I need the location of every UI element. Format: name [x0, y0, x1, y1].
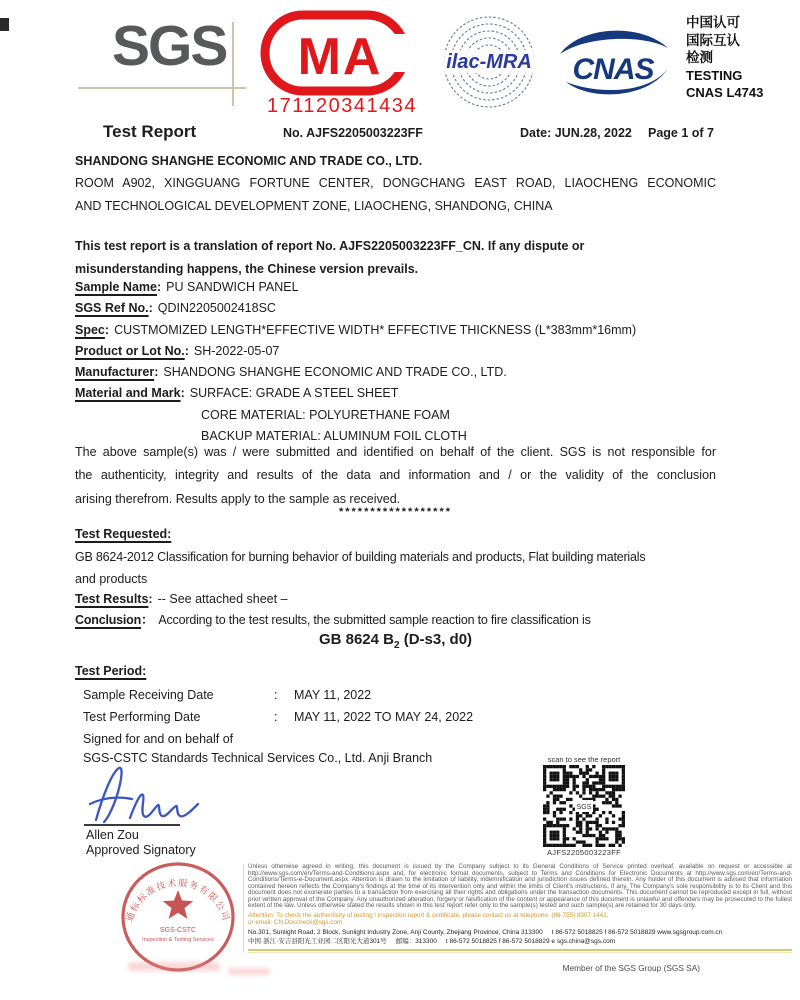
test-period-colon: :	[274, 688, 278, 702]
sgs-logo	[112, 14, 227, 78]
ilac-mra-logo-text: ilac-MRA	[446, 51, 532, 73]
field-value: QDIN2205002418SC	[157, 301, 276, 316]
signature-rule	[84, 824, 180, 826]
fire-classification	[75, 631, 716, 651]
stamp-smudge	[228, 968, 270, 975]
cma-logo-graphic	[258, 8, 426, 118]
signatory-name: Allen Zou	[86, 828, 139, 842]
cnas-logo-text: CNAS	[572, 53, 654, 86]
field-colon: :	[156, 280, 162, 294]
qr-block	[541, 755, 627, 857]
test-results-row	[75, 589, 288, 610]
conclusion-row	[75, 610, 591, 631]
test-period-rows	[75, 685, 716, 728]
translation-note-line: misunderstanding happens, the Chinese version prevails.	[75, 261, 419, 276]
test-period-row	[75, 685, 716, 707]
cnas-logo-graphic	[552, 22, 674, 104]
sample-disclaimer	[75, 441, 716, 511]
footer-legal-text: Unless otherwise agreed in writing, this document is issued by the Company subject to its General Conditions of Service printed overleaf, available on request or accessible at http://www.sgs.com/en/Terms-and-Conditions.aspx and, for electronic format documents, subject to Terms and Conditions for Electronic Documents at http://www.sgs.com/en/Terms-and-Conditions/Terms-e-Document.aspx. Attention is drawn to the limitation of liability, indemnification and jurisdiction issues defined therein. Any holder of this document is advised that information contained hereon reflects the Company's findings at the time of its intervention only and within the limits of Client's instructions, if any. The Company's sole responsibility is to its Client and this document does not exonerate parties to a transaction from exercising all their rights and obligations under the transaction documents. This document cannot be reproduced except in full, without prior written approval of the Company. Any unauthorized alteration, forgery or falsification of the content or appearance of this document is unlawful and offenders may be prosecuted to the fullest extent of the law. Unless otherwise stated the results shown in this test report refer only to the sample(s) tested and such sample(s) are retained for 30 days only.	[248, 863, 792, 910]
test-period-colon: :	[274, 709, 278, 724]
client-address-line: ROOM A902, XINGGUANG FORTUNE CENTER, DONGCHANG EAST ROAD, LIAOCHENG ECONOMIC	[75, 176, 716, 190]
field-value: PU SANDWICH PANEL	[166, 280, 299, 294]
field-row	[75, 383, 720, 404]
cma-logo-text: MA	[297, 28, 383, 86]
test-results-colon: :	[148, 592, 153, 606]
company-stamp-graphic	[118, 860, 238, 974]
disclaimer-line: the authenticity, integrity and results of the data and information and / or the validity of the conclusion	[75, 468, 716, 483]
address-en-text: No.301, Sunlight Road, 2 Block, Sunlight Industry Zone, Anji County, Zhejiang Province, China 313300	[248, 928, 543, 936]
material-extra-line: BACKUP MATERIAL: ALUMINUM FOIL CLOTH	[201, 429, 467, 444]
accreditation-line: 中国认可	[686, 15, 740, 30]
stamp-smudge	[128, 962, 220, 971]
signature	[86, 762, 216, 831]
test-period-row	[75, 707, 716, 729]
accreditation-text-block	[686, 14, 763, 102]
test-requested-line: and products	[75, 571, 148, 586]
test-results-label: Test Results	[75, 592, 149, 606]
disclaimer-line: The above sample(s) was / were submitted and identified on behalf of the client. SGS is not responsible for	[75, 445, 716, 459]
signoff-line: Signed for and on behalf of	[83, 732, 234, 746]
ilac-mra-logo	[430, 14, 548, 115]
test-requested-body	[75, 547, 716, 590]
cma-license-number: 171120341434	[267, 95, 417, 117]
test-period-label: Sample Receiving Date	[83, 688, 214, 702]
postcode-text: 邮编：313300	[395, 938, 437, 946]
test-period-value: MAY 11, 2022 TO MAY 24, 2022	[294, 709, 474, 724]
client-block	[75, 150, 716, 218]
footer-gold-rule-thin	[248, 952, 792, 953]
classification-pre: GB 8624 B	[318, 631, 394, 648]
signatory-title: Approved Signatory	[86, 843, 196, 857]
field-label: SGS Ref No.	[75, 301, 149, 316]
footer-attention-line: Attention: To check the authenticity of testing / inspection report & certificate, please contact us at telephone: (86-755) 8307 1443,	[248, 911, 609, 919]
test-requested-heading: Test Requested:	[75, 527, 172, 541]
accreditation-line: 检测	[686, 50, 713, 65]
field-value: SURFACE: GRADE A STEEL SHEET	[189, 386, 399, 401]
ilac-mra-logo-graphic	[430, 14, 548, 110]
sgs-logo-crosshair-vertical	[232, 22, 234, 106]
accreditation-line: TESTING	[686, 67, 743, 83]
test-period-label: Test Performing Date	[83, 709, 201, 724]
contact-cn-text: t 86-572 5018825 f 86-572 5018829 e sgs.china@sgs.com	[445, 938, 616, 946]
svg-text:SGS: SGS	[576, 804, 592, 811]
accreditation-line: CNAS L4743	[686, 85, 764, 100]
field-label: Material and Mark	[75, 386, 181, 401]
sgs-logo-crosshair-horizontal	[78, 87, 246, 89]
field-label: Spec	[75, 322, 105, 337]
field-row	[75, 298, 720, 319]
classification-sub: 2	[393, 640, 400, 651]
test-period-value: MAY 11, 2022	[294, 688, 372, 702]
test-period-heading: Test Period:	[75, 664, 147, 678]
field-value: SH-2022-05-07	[193, 343, 280, 358]
field-colon: :	[184, 343, 189, 358]
footer-text-column	[243, 864, 792, 953]
disclaimer-line: arising therefrom. Results apply to the sample as received.	[75, 491, 401, 506]
material-extra-line: CORE MATERIAL: POLYURETHANE FOAM	[201, 407, 450, 422]
report-title: Test Report	[103, 122, 197, 141]
translation-note-line: This test report is a translation of report No. AJFS2205003223FF_CN. If any dispute or	[75, 239, 585, 253]
field-label: Product or Lot No.	[75, 343, 185, 358]
sample-fields	[75, 277, 720, 447]
client-address-line: AND TECHNOLOGICAL DEVELOPMENT ZONE, LIAOCHENG, SHANDONG, CHINA	[75, 199, 553, 213]
accreditation-line: 国际互认	[686, 32, 740, 48]
conclusion-label: Conclusion	[75, 613, 142, 627]
stamp-line1: SGS-CSTC	[159, 927, 197, 934]
stamp-arc-text: 通标标准技术服务有限公司	[124, 877, 232, 923]
qr-code	[543, 765, 625, 847]
field-row	[75, 341, 720, 362]
footer-address-en	[248, 929, 792, 938]
scan-artifact-mark	[0, 18, 9, 31]
field-label: Manufacturer	[75, 365, 155, 380]
field-colon: :	[180, 386, 185, 401]
field-colon: :	[104, 322, 110, 337]
test-requested-line: GB 8624-2012 Classification for burning behavior of building materials and products, Flat building materials	[75, 550, 646, 564]
sgs-logo-text: SGS	[112, 14, 227, 78]
field-row	[75, 320, 720, 341]
field-colon: :	[154, 365, 159, 380]
field-label: Sample Name	[75, 280, 157, 294]
conclusion-value: According to the test results, the submitted sample reaction to fire classification is	[158, 613, 591, 627]
contact-en-text: t 86-572 5018825 f 86-572 5018829 www.sgsgroup.com.cn	[551, 928, 723, 936]
translation-note	[75, 235, 716, 280]
classification-post: (D-s3, d0)	[399, 631, 473, 648]
cnas-logo	[552, 22, 674, 109]
cma-logo	[258, 8, 426, 123]
sgs-member-line: Member of the SGS Group (SGS SA)	[562, 963, 700, 973]
page-indicator: Page 1 of 7	[648, 126, 714, 140]
qr-report-number: AJFS2205003223FF	[546, 848, 621, 857]
conclusion-colon: ：	[141, 613, 154, 627]
field-value: CUSTMOMIZED LENGTH*EFFECTIVE WIDTH* EFFECTIVE THICKNESS (L*383mm*16mm)	[114, 322, 637, 337]
test-results-value: -- See attached sheet –	[157, 592, 288, 606]
signature-graphic	[86, 762, 216, 826]
footer-gold-rule	[248, 949, 792, 951]
field-value: SHANDONG SHANGHE ECONOMIC AND TRADE CO., LTD.	[163, 365, 507, 380]
client-name: SHANDONG SHANGHE ECONOMIC AND TRADE CO., LTD.	[75, 154, 423, 168]
footer-attention-line: or email: CN.Doccheck@sgs.com	[248, 918, 343, 926]
signoff-line: SGS-CSTC Standards Technical Services Co., Ltd. Anji Branch	[83, 750, 433, 765]
footer-address-cn	[248, 938, 792, 947]
report-number: No. AJFS2205003223FF	[283, 126, 423, 140]
qr-caption: scan to see the report	[547, 755, 621, 764]
stamp-line2: Inspection & Testing Services	[142, 937, 214, 943]
report-date: Date: JUN.28, 2022	[520, 126, 632, 140]
address-cn-text: 中国·浙江·安吉县阳光工业园二区阳光大道301号	[248, 938, 387, 946]
asterisk-divider: ******************	[338, 506, 453, 518]
field-row	[75, 362, 720, 383]
field-colon: :	[148, 301, 153, 316]
field-row	[75, 277, 720, 298]
